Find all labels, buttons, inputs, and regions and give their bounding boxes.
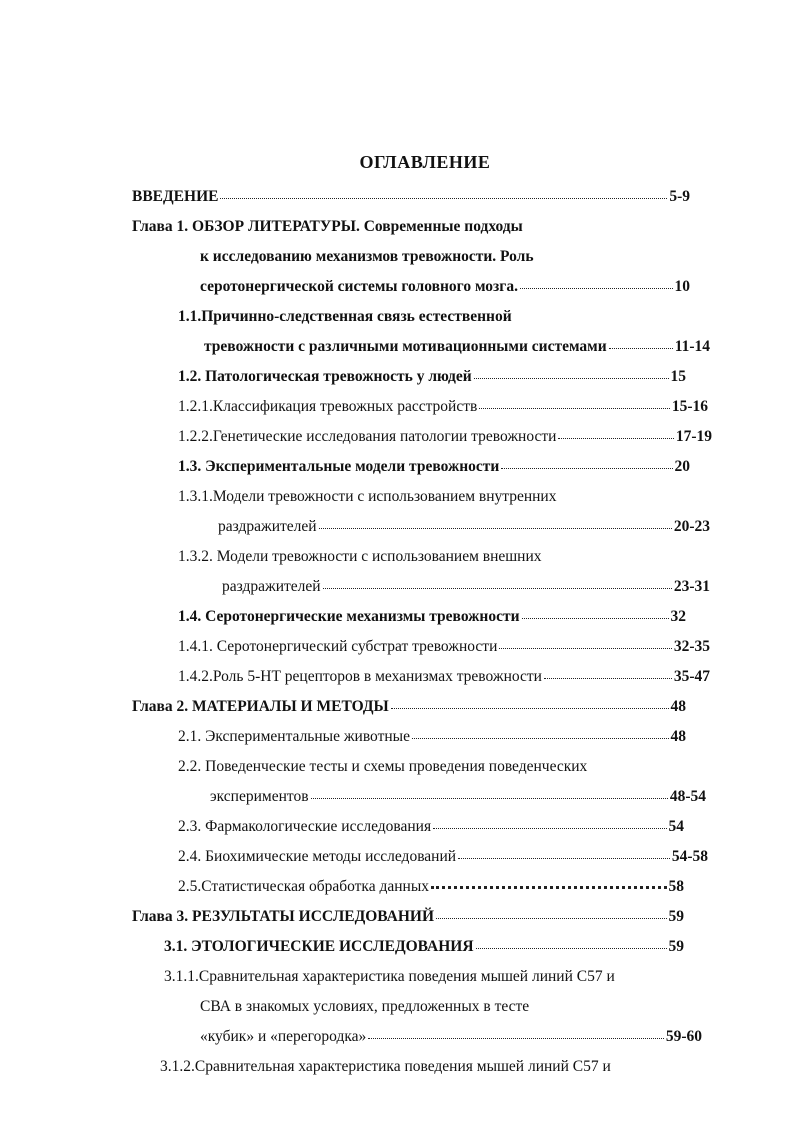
toc-leader [311,798,668,799]
toc-entry-text: 1.4. Серотонергические механизмы тревожности [178,608,520,625]
toc-entry [200,1027,702,1047]
toc-entry [164,967,615,987]
toc-entry [178,547,542,567]
toc-entry-text: 3.1. ЭТОЛОГИЧЕСКИЕ ИССЛЕДОВАНИЯ [164,938,474,955]
toc-page: 20-23 [673,518,710,535]
toc-page: 15-16 [671,398,708,415]
toc-page: 54 [668,818,684,835]
toc-entry-text: 2.1. Экспериментальные животные [178,728,410,745]
toc-entry [178,367,686,387]
toc-entry-text: 1.2. Патологическая тревожность у людей [178,368,472,385]
toc-entry [132,697,686,717]
toc-leader [391,708,669,709]
toc-entry-text: 1.3.1.Модели тревожности с использованием внутренних [178,488,557,505]
toc-leader [436,918,666,919]
toc-page: 32 [670,608,686,625]
toc-entry-text: Глава 3. РЕЗУЛЬТАТЫ ИССЛЕДОВАНИЙ [132,908,435,925]
toc-entry-text: 1.2.1.Классификация тревожных расстройств [178,398,478,415]
toc-page: 48 [670,698,686,715]
toc-page: 32-35 [673,638,710,655]
toc-leader [433,828,666,829]
toc-page: 58 [668,878,684,895]
toc-entry [222,577,710,597]
toc-entry-text: 1.1.Причинно-следственная связь естественной [178,308,512,325]
toc-entry-text: Глава 1. ОБЗОР ЛИТЕРАТУРЫ. Современные подходы [132,218,523,235]
toc-leader [544,678,672,679]
toc-page: 23-31 [673,578,710,595]
toc-entry [178,757,587,777]
toc-entry [164,937,684,957]
toc-leader [609,348,673,349]
toc-entry [178,307,512,327]
toc-entry [132,187,690,207]
toc-entry [200,997,529,1017]
toc-page: 11-14 [674,338,710,355]
toc-entry-text: к исследованию механизмов тревожности. Роль [200,248,534,265]
toc-page: 5-9 [669,188,690,205]
toc-entry [200,247,534,267]
toc-leader [474,378,669,379]
toc-leader [499,648,671,649]
toc-entry-text: тревожности с различными мотивационными системами [204,338,607,355]
page-title: ОГЛАВЛЕНИЕ [359,152,491,172]
toc-page: 59-60 [665,1028,702,1045]
toc-leader [431,886,666,889]
toc-entry-text: 2.5.Статистическая обработка данных [178,878,430,895]
toc-entry [218,517,710,537]
toc-leader [368,1038,664,1039]
toc-entry [178,487,556,507]
toc-entry-text: 1.3. Экспериментальные модели тревожности [178,458,500,475]
toc-entry [132,907,684,927]
toc-leader [220,198,667,199]
toc-entry-text: 1.4.1. Серотонергический субстрат тревожности [178,638,498,655]
toc-leader [412,738,669,739]
toc-entry [178,607,686,627]
toc-page: 20 [674,458,690,475]
toc-entry-text: экспериментов [210,788,309,805]
toc-entry [178,667,710,687]
toc-entry [132,217,523,237]
toc-entry-text: раздражителей [218,518,317,535]
toc-entry [160,1057,611,1077]
toc-leader [520,288,673,289]
toc-entry-text: 2.3. Фармакологические исследования [178,818,432,835]
toc-entry-text: СВА в знакомых условиях, предложенных в тесте [200,998,530,1015]
toc-page: 54-58 [671,848,708,865]
toc-page: 59 [668,938,684,955]
toc-entry-text: «кубик» и «перегородка» [200,1028,367,1045]
toc-page: 10 [674,278,690,295]
toc-leader [476,948,667,949]
toc-entry [178,877,684,897]
toc-leader [501,468,672,469]
toc-entry-text: раздражителей [222,578,321,595]
toc-entry-text: серотонергической системы головного мозга. [200,278,518,295]
toc-entry-text: 3.1.2.Сравнительная характеристика поведения мышей линий С57 и [160,1058,611,1075]
toc-entry-text: 1.2.2.Генетические исследования патологии тревожности [178,428,557,445]
toc-page: 35-47 [673,668,710,685]
toc-entry-text: 1.3.2. Модели тревожности с использованием внешних [178,548,542,565]
toc-leader [458,858,670,859]
toc-entry [178,817,684,837]
toc-entry [178,457,690,477]
toc-entry-text: ВВЕДЕНИЕ [132,188,219,205]
toc-page: 48-54 [669,788,706,805]
toc-leader [479,408,670,409]
toc-entry-text: 3.1.1.Сравнительная характеристика поведения мышей линий С57 и [164,968,615,985]
toc-entry-text: 2.2. Поведенческие тесты и схемы проведения поведенческих [178,758,588,775]
toc-entry-text: Глава 2. МАТЕРИАЛЫ И МЕТОДЫ [132,698,389,715]
toc-leader [319,528,672,529]
toc-leader [558,438,673,439]
toc-page: 15 [670,368,686,385]
toc-entry [178,727,686,747]
toc-leader [323,588,672,589]
toc-entry [178,637,710,657]
toc-leader [522,618,669,619]
toc-entry [178,397,708,417]
toc-entry [200,277,690,297]
toc-entry-text: 2.4. Биохимические методы исследований [178,848,457,865]
toc-entry-text: 1.4.2.Роль 5-НТ рецепторов в механизмах тревожности [178,668,542,685]
toc-page: 17-19 [675,428,712,445]
toc-entry [204,337,710,357]
toc-page: 59 [668,908,684,925]
toc-entry [210,787,706,807]
toc-entry [178,847,708,867]
toc-page: 48 [670,728,686,745]
toc-entry [178,427,712,447]
